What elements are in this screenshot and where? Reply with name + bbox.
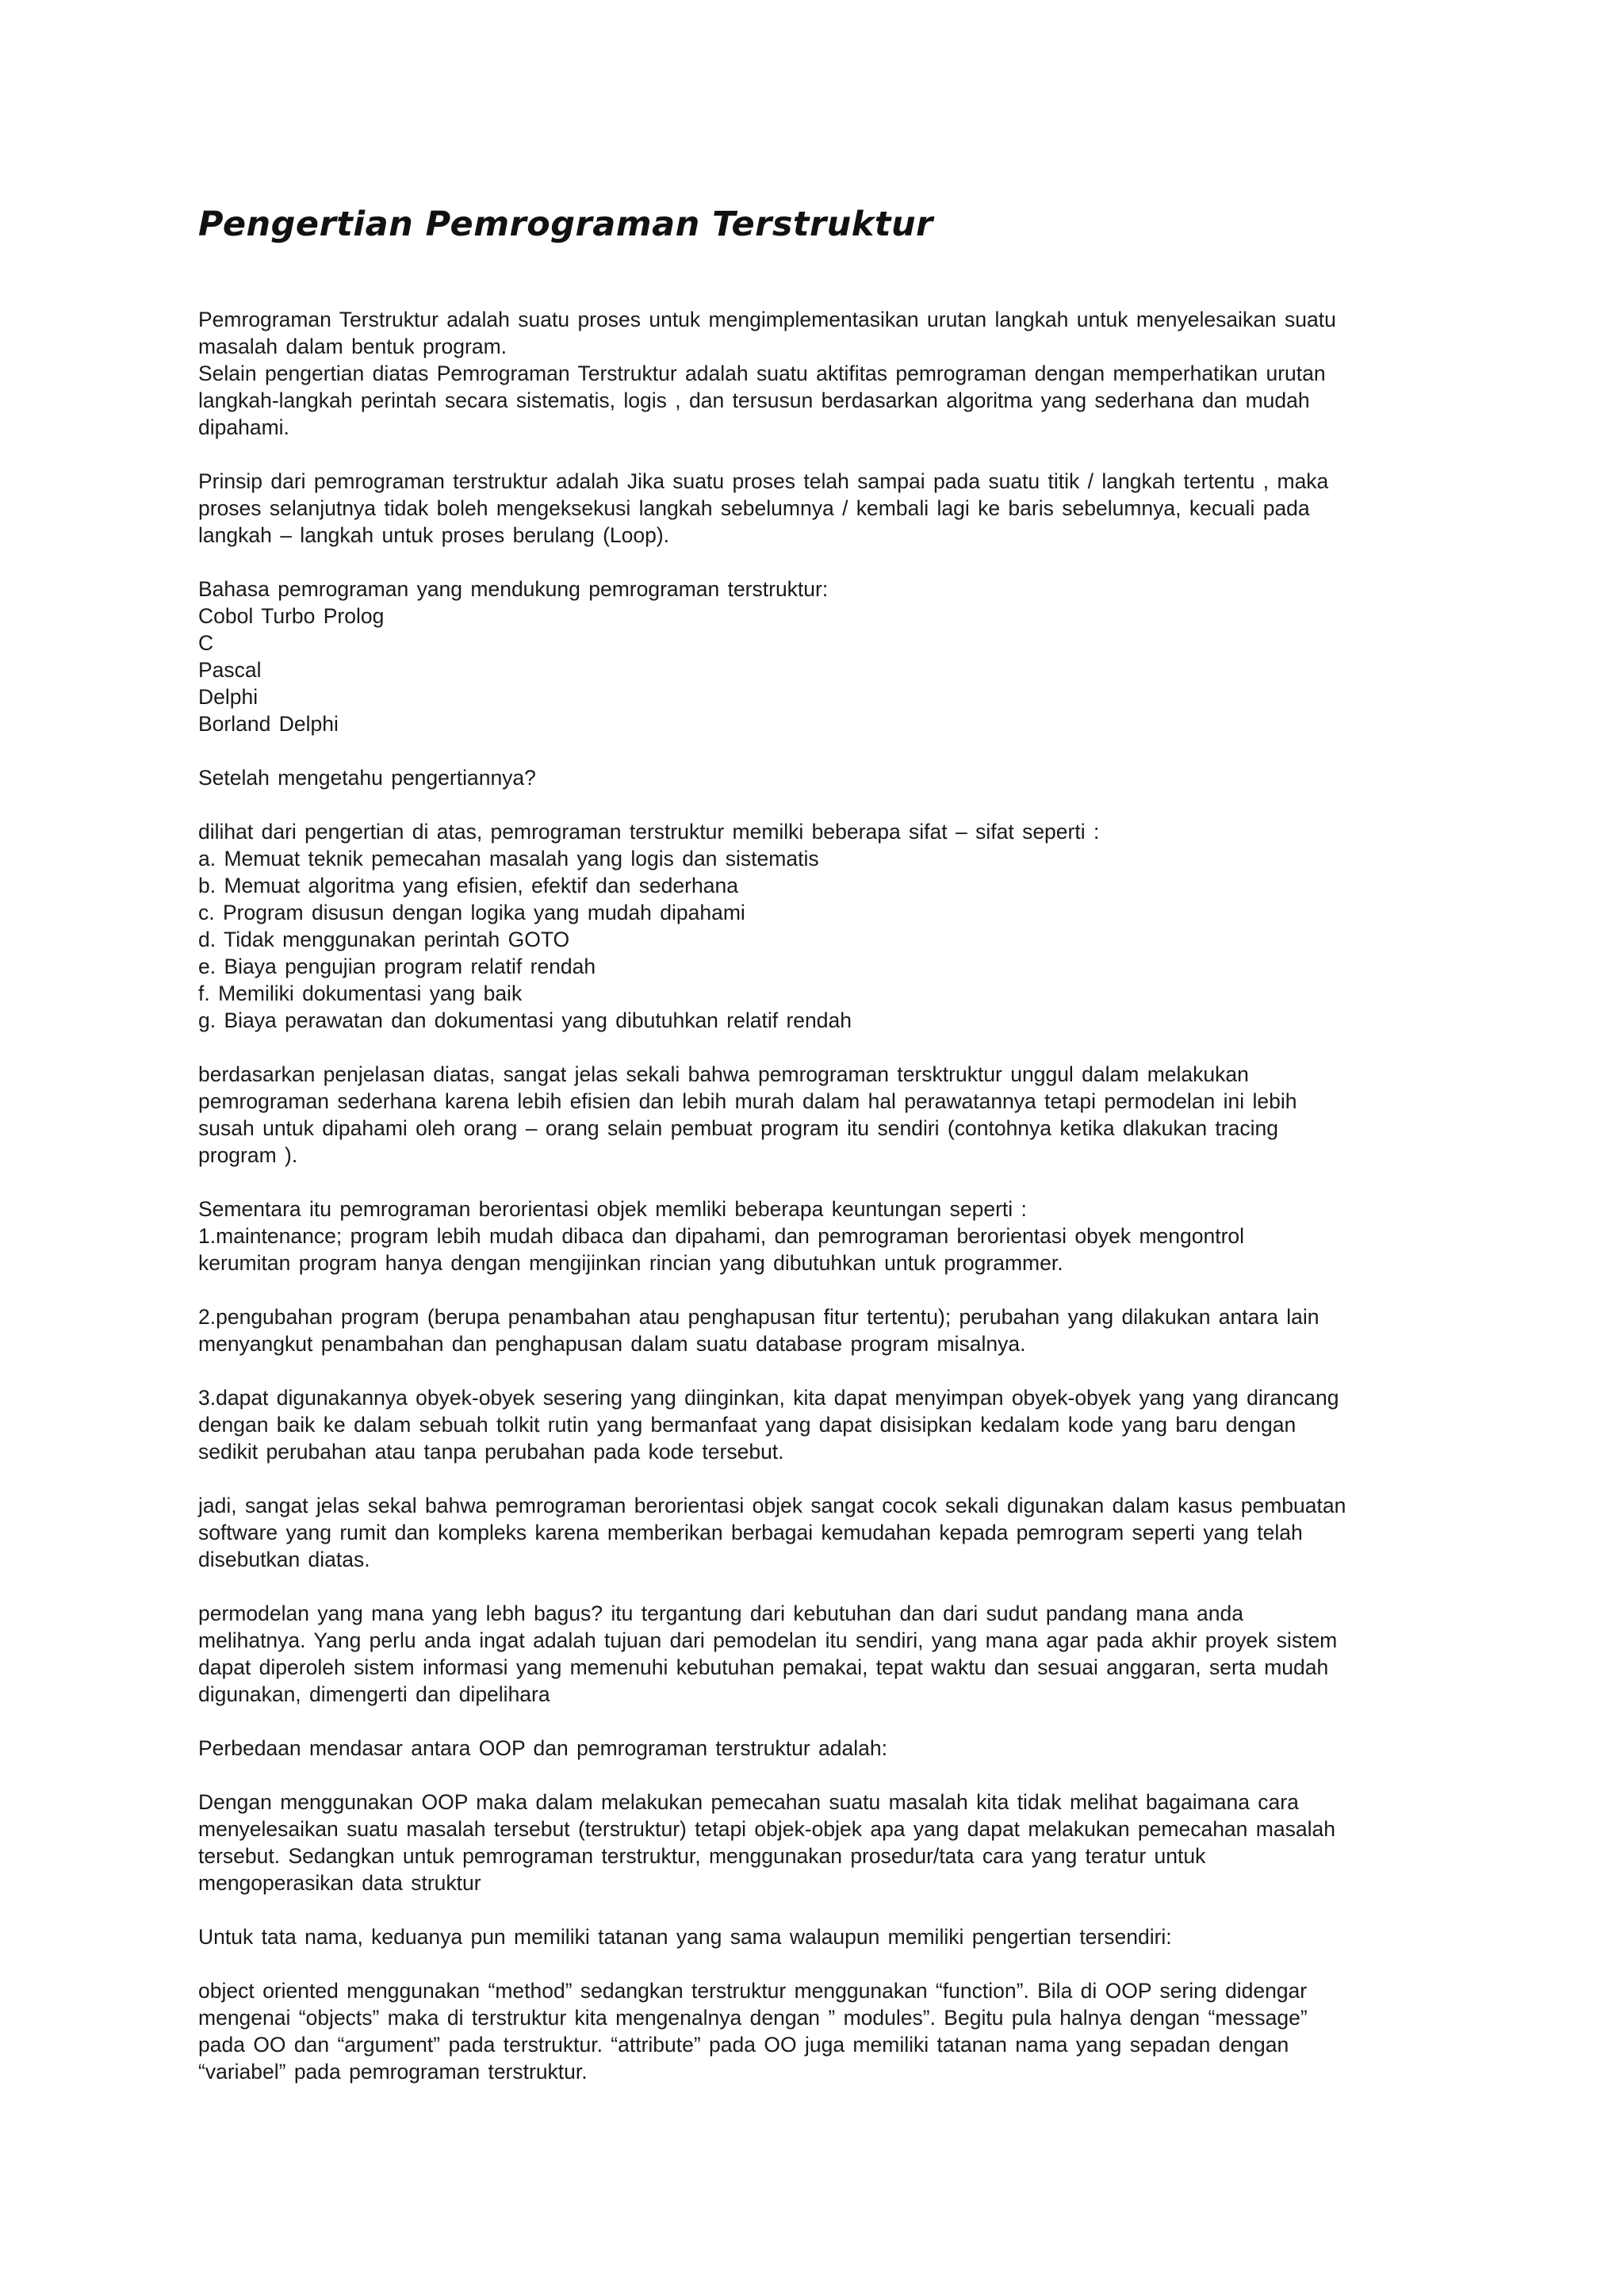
text-line: langkah-langkah perintah secara sistematis, logis , dan tersusun berdasarkan algoritma yang sederhana dan mudah xyxy=(198,388,1310,412)
text-line: d. Tidak menggunakan perintah GOTO xyxy=(198,928,570,951)
text-line: pada OO dan “argument” pada terstruktur. “attribute” pada OO juga memiliki tatanan nama yang sepadan dengan xyxy=(198,2033,1289,2057)
text-line: permodelan yang mana yang lebh bagus? itu tergantung dari kebutuhan dan dari sudut pandang mana anda xyxy=(198,1601,1243,1625)
text-line: e. Biaya pengujian program relatif rendah xyxy=(198,955,596,978)
text-line: Setelah mengetahu pengertiannya? xyxy=(198,766,536,790)
text-line: Delphi xyxy=(198,685,259,709)
paragraph xyxy=(198,1196,1435,1276)
text-line: Pemrograman Terstruktur adalah suatu proses untuk mengimplementasikan urutan langkah untuk menyelesaikan suatu xyxy=(198,308,1336,331)
text-line: mengenai “objects” maka di terstruktur kita mengenalnya dengan ” modules”. Begitu pula halnya dengan “message” xyxy=(198,2006,1308,2030)
text-line: Cobol Turbo Prolog xyxy=(198,604,385,628)
text-line: a. Memuat teknik pemecahan masalah yang logis dan sistematis xyxy=(198,847,819,871)
paragraph xyxy=(198,306,1435,441)
text-line: Dengan menggunakan OOP maka dalam melakukan pemecahan suatu masalah kita tidak melihat bagaimana cara xyxy=(198,1790,1299,1814)
text-line: disebutkan diatas. xyxy=(198,1548,370,1571)
text-line: dilihat dari pengertian di atas, pemrograman terstruktur memilki beberapa sifat – sifat seperti : xyxy=(198,820,1100,844)
document-title: Pengertian Pemrograman Terstruktur xyxy=(198,205,933,244)
text-line: digunakan, dimengerti dan dipelihara xyxy=(198,1682,550,1706)
text-line: susah untuk dipahami oleh orang – orang selain pembuat program itu sendiri (contohnya ketika dlakukan tracing xyxy=(198,1116,1278,1140)
text-line: Borland Delphi xyxy=(198,712,339,736)
paragraph xyxy=(198,1977,1435,2085)
text-line: mengoperasikan data struktur xyxy=(198,1871,481,1895)
text-line: f. Memiliki dokumentasi yang baik xyxy=(198,982,523,1005)
paragraph xyxy=(198,576,1435,737)
text-line: berdasarkan penjelasan diatas, sangat jelas sekali bahwa pemrograman tersktruktur unggul dalam melakukan xyxy=(198,1062,1249,1086)
paragraph xyxy=(198,764,1435,791)
text-line: object oriented menggunakan “method” sedangkan terstruktur menggunakan “function”. Bila di OOP sering didengar xyxy=(198,1979,1308,2003)
text-line: Sementara itu pemrograman berorientasi objek memliki beberapa keuntungan seperti : xyxy=(198,1197,1027,1221)
paragraph xyxy=(198,1384,1435,1465)
text-line: b. Memuat algoritma yang efisien, efektif dan sederhana xyxy=(198,874,738,897)
text-line: 3.dapat digunakannya obyek-obyek sesering yang diinginkan, kita dapat menyimpan obyek-obyek yang yang dirancang xyxy=(198,1386,1339,1410)
text-line: dengan baik ke dalam sebuah tolkit rutin yang bermanfaat yang dapat disisipkan kedalam kode yang baru dengan xyxy=(198,1413,1297,1437)
text-line: C xyxy=(198,631,214,655)
text-line: tersebut. Sedangkan untuk pemrograman terstruktur, menggunakan prosedur/tata cara yang teratur untuk xyxy=(198,1844,1206,1868)
text-line: Prinsip dari pemrograman terstruktur adalah Jika suatu proses telah sampai pada suatu titik / langkah tertentu , maka xyxy=(198,469,1329,493)
paragraph xyxy=(198,818,1435,1034)
text-line: Selain pengertian diatas Pemrograman Terstruktur adalah suatu aktifitas pemrograman dengan memperhatikan urutan xyxy=(198,362,1326,385)
text-line: dipahami. xyxy=(198,415,289,439)
text-line: “variabel” pada pemrograman terstruktur. xyxy=(198,2060,588,2084)
text-line: menyelesaikan suatu masalah tersebut (terstruktur) tetapi objek-objek apa yang dapat melakukan pemecahan masalah xyxy=(198,1817,1335,1841)
text-line: langkah – langkah untuk proses berulang (Loop). xyxy=(198,523,670,547)
text-line: 2.pengubahan program (berupa penambahan atau penghapusan fitur tertentu); perubahan yang dilakukan antara lain xyxy=(198,1305,1320,1329)
text-line: melihatnya. Yang perlu anda ingat adalah tujuan dari pemodelan itu sendiri, yang mana agar pada akhir proyek sistem xyxy=(198,1628,1338,1652)
text-line: Pascal xyxy=(198,658,262,682)
text-line: dapat diperoleh sistem informasi yang memenuhi kebutuhan pemakai, tepat waktu dan sesuai anggaran, serta mudah xyxy=(198,1655,1329,1679)
text-line: pemrograman sederhana karena lebih efisien dan lebih murah dalam hal perawatannya tetapi permodelan ini lebih xyxy=(198,1089,1297,1113)
paragraph xyxy=(198,1923,1435,1950)
text-line: Perbedaan mendasar antara OOP dan pemrograman terstruktur adalah: xyxy=(198,1736,887,1760)
document-body xyxy=(198,306,1435,2085)
text-line: Untuk tata nama, keduanya pun memiliki tatanan yang sama walaupun memiliki pengertian tersendiri: xyxy=(198,1925,1172,1949)
text-line: proses selanjutnya tidak boleh mengeksekusi langkah sebelumnya / kembali lagi ke baris sebelumnya, kecuali pada xyxy=(198,496,1310,520)
paragraph xyxy=(198,1600,1435,1708)
text-line: program ). xyxy=(198,1143,298,1167)
text-line: sedikit perubahan atau tanpa perubahan pada kode tersebut. xyxy=(198,1440,784,1464)
paragraph xyxy=(198,1303,1435,1357)
text-line: masalah dalam bentuk program. xyxy=(198,335,508,358)
text-line: jadi, sangat jelas sekal bahwa pemrograman berorientasi objek sangat cocok sekali digunakan dalam kasus pembuatan xyxy=(198,1494,1346,1517)
text-line: menyangkut penambahan dan penghapusan dalam suatu database program misalnya. xyxy=(198,1332,1026,1356)
text-line: g. Biaya perawatan dan dokumentasi yang dibutuhkan relatif rendah xyxy=(198,1008,852,1032)
text-line: Bahasa pemrograman yang mendukung pemrograman terstruktur: xyxy=(198,577,829,601)
paragraph xyxy=(198,1061,1435,1169)
paragraph xyxy=(198,1492,1435,1573)
document-page xyxy=(198,205,1435,2112)
paragraph xyxy=(198,468,1435,549)
text-line: software yang rumit dan kompleks karena memberikan berbagai kemudahan kepada pemrogram seperti yang telah xyxy=(198,1521,1303,1544)
text-line: 1.maintenance; program lebih mudah dibaca dan dipahami, dan pemrograman berorientasi obyek mengontrol xyxy=(198,1224,1245,1248)
paragraph xyxy=(198,1735,1435,1762)
paragraph xyxy=(198,1789,1435,1896)
text-line: kerumitan program hanya dengan mengijinkan rincian yang dibutuhkan untuk programmer. xyxy=(198,1251,1063,1275)
text-line: c. Program disusun dengan logika yang mudah dipahami xyxy=(198,901,745,924)
